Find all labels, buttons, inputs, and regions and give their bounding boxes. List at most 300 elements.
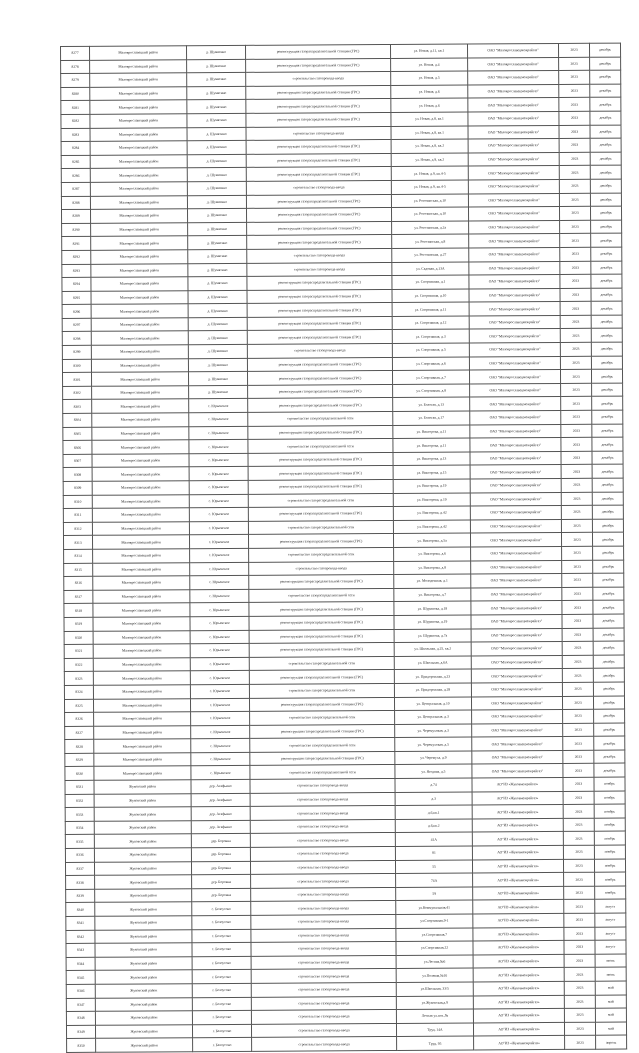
work-type-cell: строительство газопровода-ввода (251, 901, 396, 915)
year-cell: 2023 (564, 1008, 595, 1022)
address-cell: д.6,кв.2 (395, 819, 472, 833)
district-cell: Малоярославецкий район (91, 358, 188, 372)
row-number-cell: 8330 (65, 767, 94, 781)
work-type-cell: строительство газораспределительной сети (248, 520, 393, 534)
address-cell: ул. Спортивная, д.3 (392, 329, 469, 343)
organization-cell: ОАО "Малоярославецмежрайгаз" (471, 628, 562, 642)
district-cell: Жуковский район (95, 997, 192, 1011)
row-number-cell: 8349 (66, 1025, 95, 1039)
address-cell: ул.Спортивная,7 (396, 928, 473, 942)
organization-cell: ОАО "Малоярославецмежрайгаз" (469, 315, 560, 329)
year-cell: 2023 (563, 723, 594, 737)
settlement-cell: д. Шумятино (187, 154, 246, 168)
organization-cell: АО"ИЗ «Жуковмежрайгаз» (473, 941, 564, 955)
district-cell: Малоярославецкий район (90, 195, 187, 209)
district-cell: Малоярославецкий район (93, 603, 190, 617)
row-number-cell: 8296 (62, 305, 91, 319)
month-cell: декабрь (594, 723, 625, 737)
organization-cell: ОАО "Малоярославецмежрайгаз" (469, 234, 560, 248)
settlement-cell: д. Шумятино (188, 236, 247, 250)
month-cell: декабрь (594, 764, 625, 778)
settlement-cell: д. Шумятино (188, 331, 247, 345)
address-cell: ул. Центральная, д.10 (394, 696, 471, 710)
settlement-cell: дер. Боровна (191, 861, 250, 875)
work-type-cell: строительство газопровода-ввода (251, 928, 396, 942)
year-cell: 2023 (561, 451, 592, 465)
settlement-cell: с. Юрьевское (189, 426, 248, 440)
address-cell: ул. Спортивная, д.7 (392, 370, 469, 384)
address-cell: ул.Спортивная,9-1 (396, 914, 473, 928)
row-number-cell: 8288 (61, 196, 90, 210)
month-cell: декабрь (590, 84, 621, 98)
address-cell: ул.Жуковская,д.9 (396, 996, 473, 1010)
month-cell: декабрь (591, 342, 622, 356)
organization-cell: ОАО "Малоярославецмежрайгаз" (471, 696, 562, 710)
month-cell: декабрь (591, 356, 622, 370)
year-cell: 2023 (564, 1022, 595, 1036)
organization-cell: АО"ИЗ «Жуковмежрайгаз» (473, 1022, 564, 1036)
row-number-cell: 8310 (63, 495, 92, 509)
work-type-cell: реконструкция газораспределительной станции (ГРС) (246, 167, 391, 181)
month-cell: декабрь (589, 43, 620, 57)
organization-cell: ОАО "Малоярославецмежрайгаз" (470, 438, 561, 452)
settlement-cell: дер. Агафьино (191, 793, 250, 807)
month-cell: декабрь (591, 369, 622, 383)
work-type-cell: реконструкция газораспределительной станции (ГРС) (249, 697, 394, 711)
address-cell: ул. Викторова, д.7 (394, 588, 471, 602)
work-type-cell: строительство газопровода-ввода (251, 955, 396, 969)
organization-cell: АО"ИЗ «Жуковмежрайгаз» (473, 954, 564, 968)
settlement-cell: д. Шумятино (187, 100, 246, 114)
year-cell: 2023 (563, 737, 594, 751)
district-cell: Жуковский район (95, 956, 192, 970)
work-type-cell: строительство газопровода-ввода (247, 248, 392, 262)
address-cell: Труд, 14А (396, 1023, 473, 1037)
address-cell: ул. Новая, д.11, кв.1 (390, 44, 467, 58)
row-number-cell: 8294 (62, 277, 91, 291)
settlement-cell: д. Шумятино (187, 127, 246, 141)
district-cell: Жуковский район (95, 970, 192, 984)
address-cell: ул. Новая, д.6 (391, 85, 468, 99)
district-cell: Жуковский район (94, 807, 191, 821)
address-cell: ул. Викторова, д.6 (394, 547, 471, 561)
work-type-cell: строительство газопровода-ввода (250, 779, 395, 793)
month-cell: декабрь (592, 478, 623, 492)
row-number-cell: 8317 (64, 590, 93, 604)
month-cell: декабрь (591, 220, 622, 234)
work-type-cell: строительство газопровода-ввода (250, 792, 395, 806)
organization-cell: ОАО "Малоярославецмежрайгаз" (468, 57, 559, 71)
row-number-cell: 8326 (65, 712, 94, 726)
work-type-cell: реконструкция газораспределительной станции (ГРС) (246, 140, 391, 154)
row-number-cell: 8332 (65, 794, 94, 808)
district-cell: Малоярославецкий район (91, 372, 188, 386)
settlement-cell: д. Шумятино (188, 358, 247, 372)
month-cell: декабрь (590, 70, 621, 84)
settlement-cell: с. Юрьевское (189, 521, 248, 535)
year-cell: 2023 (562, 546, 593, 560)
work-type-cell: реконструкция газораспределительной станции (ГРС) (249, 670, 394, 684)
district-cell: Малоярославецкий район (94, 766, 191, 780)
month-cell: декабрь (594, 736, 625, 750)
work-type-cell: строительство газопровода-ввода (249, 561, 394, 575)
address-cell: д.74 (395, 778, 472, 792)
district-cell: Малоярославецкий район (92, 494, 189, 508)
row-number-cell: 8316 (64, 576, 93, 590)
work-type-cell: реконструкция газораспределительной станции (ГРС) (246, 208, 391, 222)
settlement-cell: с. Белоусово (192, 929, 251, 943)
month-cell: декабрь (591, 288, 622, 302)
year-cell: 2023 (561, 397, 592, 411)
month-cell: май (595, 981, 626, 995)
month-cell: ноябрь (594, 831, 625, 845)
row-number-cell: 8320 (64, 631, 93, 645)
work-type-cell: реконструкция газораспределительной станции (ГРС) (250, 751, 395, 765)
district-cell: Малоярославецкий район (92, 454, 189, 468)
district-cell: Малоярославецкий район (91, 331, 188, 345)
address-cell: ул.Спортивная,22 (396, 941, 473, 955)
year-cell: 2023 (563, 832, 594, 846)
organization-cell: ОАО "Малоярославецмежрайгаз" (469, 288, 560, 302)
organization-cell: ОАО "Малоярославецмежрайгаз" (468, 125, 559, 139)
year-cell: 2023 (565, 1036, 596, 1050)
year-cell: 2023 (561, 478, 592, 492)
settlement-cell: с. Юрьевское (190, 616, 249, 630)
month-cell: декабрь (590, 111, 621, 125)
district-cell: Малоярославецкий район (92, 426, 189, 440)
address-cell: 41А (395, 832, 472, 846)
district-cell: Жуковский район (95, 943, 192, 957)
organization-cell: ОАО "Малоярославецмежрайгаз" (471, 587, 562, 601)
district-cell: Малоярославецкий район (92, 386, 189, 400)
settlement-cell: д. Шумятино (187, 195, 246, 209)
work-type-cell: реконструкция газораспределительной станции (ГРС) (247, 303, 392, 317)
settlement-cell: дер. Боровна (192, 888, 251, 902)
month-cell: апрель (596, 1035, 627, 1049)
work-type-cell: реконструкция газораспределительной станции (ГРС) (246, 85, 391, 99)
row-number-cell: 8292 (62, 250, 91, 264)
district-cell: Малоярославецкий район (90, 182, 187, 196)
district-cell: Жуковский район (96, 1038, 193, 1052)
work-type-cell: строительство газопровода-ввода (246, 72, 391, 86)
row-number-cell: 8303 (63, 400, 92, 414)
year-cell: 2023 (559, 152, 590, 166)
work-type-cell: строительство газопровода-ввода (252, 1037, 397, 1051)
row-number-cell: 8345 (66, 971, 95, 985)
month-cell: декабрь (591, 301, 622, 315)
address-cell: ул. Садовая, д.13А (392, 262, 469, 276)
work-type-cell: реконструкция газораспределительной станции (ГРС) (246, 194, 391, 208)
district-cell: Жуковский район (95, 875, 192, 889)
district-cell: Малоярославецкий район (93, 549, 190, 563)
row-number-cell: 8348 (66, 1011, 95, 1025)
address-cell: ул. Спортивная, д.1 (392, 275, 469, 289)
month-cell: ноябрь (594, 859, 625, 873)
organization-cell: ОАО "Малоярославецмежрайгаз" (470, 424, 561, 438)
settlement-cell: д. Шумятино (188, 249, 247, 263)
district-cell: Жуковский район (95, 1011, 192, 1025)
row-number-cell: 8277 (61, 46, 90, 60)
work-type-cell: строительство газопровода-ввода (251, 874, 396, 888)
settlement-cell: с. Юрьевское (189, 440, 248, 454)
organization-cell: АО"ИЗ «Жуковмежрайгаз» (472, 859, 563, 873)
row-number-cell: 8314 (64, 549, 93, 563)
organization-cell: ОАО "Малоярославецмежрайгаз" (468, 207, 559, 221)
year-cell: 2023 (559, 166, 590, 180)
month-cell: ноябрь (594, 845, 625, 859)
work-type-cell: реконструкция газораспределительной станции (ГРС) (247, 289, 392, 303)
district-cell: Жуковский район (94, 834, 191, 848)
district-cell: Малоярославецкий район (93, 562, 190, 576)
row-number-cell: 8333 (65, 808, 94, 822)
address-cell: Труд, 95 (397, 1036, 474, 1050)
work-type-cell: реконструкция газораспределительной станции (ГРС) (247, 235, 392, 249)
month-cell: август (595, 927, 626, 941)
settlement-cell: с. Юрьевское (191, 711, 250, 725)
organization-cell: ОАО "Малоярославецмежрайгаз" (469, 275, 560, 289)
organization-cell: ОАО "Малоярославецмежрайгаз" (470, 451, 561, 465)
year-cell: 2023 (561, 383, 592, 397)
organization-cell: ОАО "Малоярославецмежрайгаз" (471, 682, 562, 696)
organization-cell: ОАО "Малоярославецмежрайгаз" (468, 98, 559, 112)
work-type-cell: строительство газопровода-ввода (251, 914, 396, 928)
row-number-cell: 8350 (67, 1039, 96, 1053)
address-cell: ул. Викторова, д.15 (393, 465, 470, 479)
organization-cell: ОАО "Малоярославецмежрайгаз" (470, 519, 561, 533)
district-cell: Жуковский район (95, 929, 192, 943)
settlement-cell: с. Юрьевское (189, 412, 248, 426)
organization-cell: АО"ИЗ «Жуковмежрайгаз» (473, 968, 564, 982)
month-cell: декабрь (592, 437, 623, 451)
organization-cell: ОАО "Малоярославецмежрайгаз" (470, 506, 561, 520)
settlement-cell: с. Юрьевское (190, 630, 249, 644)
work-type-cell: строительство газораспределительной сети (249, 683, 394, 697)
address-cell: ул. Рогозинская, д.2а (392, 221, 469, 235)
year-cell: 2023 (564, 913, 595, 927)
work-type-cell: строительство газораспределительной сети (249, 588, 394, 602)
address-cell: ул. Викторова, д.42 (393, 520, 470, 534)
settlement-cell: г. Белоусово (192, 1011, 251, 1025)
settlement-cell: д. Шумятино (187, 141, 246, 155)
district-cell: Малоярославецкий район (94, 712, 191, 726)
district-cell: Жуковский район (95, 902, 192, 916)
year-cell: 2023 (558, 43, 589, 57)
month-cell: ноябрь (594, 818, 625, 832)
settlement-cell: с. Юрьевское (190, 684, 249, 698)
district-cell: Малоярославецкий район (91, 345, 188, 359)
settlement-cell: с. Юрьевское (190, 657, 249, 671)
row-number-cell: 8334 (65, 821, 94, 835)
address-cell: ул. Шуринова, д.18 (394, 601, 471, 615)
settlement-cell: д. Шумятино (187, 181, 246, 195)
district-cell: Малоярославецкий район (91, 250, 188, 264)
district-cell: Жуковский район (95, 984, 192, 998)
year-cell: 2023 (560, 302, 591, 316)
address-cell: ул. Бологая, д.17 (393, 411, 470, 425)
work-type-cell: строительство газораспределительной сети (248, 439, 393, 453)
district-cell: Малоярославецкий район (90, 46, 187, 60)
year-cell: 2023 (564, 927, 595, 941)
year-cell: 2023 (564, 968, 595, 982)
district-cell: Жуковский район (94, 793, 191, 807)
year-cell: 2023 (560, 329, 591, 343)
year-cell: 2023 (562, 641, 593, 655)
settlement-cell: с. Юрьевское (190, 698, 249, 712)
month-cell: декабрь (592, 532, 623, 546)
address-cell: ул. Новая, д.8, кв.2 (391, 139, 468, 153)
month-cell: декабрь (593, 614, 624, 628)
address-cell: ул. Новая, д.8, кв.1 (391, 126, 468, 140)
organization-cell: АО"ИЗ «Жуковмежрайгаз» (474, 1036, 565, 1050)
settlement-cell: г. Белоусово (192, 983, 251, 997)
address-cell: ул. Викторова, д.13 (393, 452, 470, 466)
row-number-cell: 8323 (64, 672, 93, 686)
row-number-cell: 8289 (61, 209, 90, 223)
month-cell: декабрь (592, 410, 623, 424)
year-cell: 2023 (559, 111, 590, 125)
year-cell: 2023 (560, 356, 591, 370)
year-cell: 2023 (559, 179, 590, 193)
district-cell: Малоярославецкий район (91, 277, 188, 291)
organization-cell: АО"ИЗ «Жуковмежрайгаз» (473, 927, 564, 941)
district-cell: Малоярославецкий район (90, 59, 187, 73)
month-cell: ноябрь (594, 804, 625, 818)
year-cell: 2023 (563, 791, 594, 805)
organization-cell: ОАО "Малоярославецмежрайгаз" (469, 370, 560, 384)
organization-cell: ОАО "Малоярославецмежрайгаз" (470, 465, 561, 479)
address-cell: ул. Спортивная, д.5 (392, 343, 469, 357)
month-cell: декабрь (593, 696, 624, 710)
address-cell: Лесная ул.поз.,№ (396, 1009, 473, 1023)
work-type-cell: строительство газораспределительной сети (250, 711, 395, 725)
organization-cell: ОАО "Малоярославецмежрайгаз" (470, 492, 561, 506)
year-cell: 2023 (559, 138, 590, 152)
district-cell: Малоярославецкий район (93, 630, 190, 644)
year-cell: 2023 (562, 587, 593, 601)
row-number-cell: 8282 (61, 114, 90, 128)
district-cell: Малоярославецкий район (91, 318, 188, 332)
settlement-cell: г. Белоусово (193, 1038, 252, 1052)
organization-cell: ОАО "Малоярославецмежрайгаз" (471, 669, 562, 683)
row-number-cell: 8284 (61, 141, 90, 155)
year-cell: 2023 (563, 709, 594, 723)
work-type-cell: реконструкция газораспределительной станции (ГРС) (248, 384, 393, 398)
settlement-cell: с. Белоусово (192, 915, 251, 929)
work-type-cell: реконструкция газораспределительной станции (ГРС) (247, 371, 392, 385)
row-number-cell: 8347 (66, 998, 95, 1012)
row-number-cell: 8339 (66, 889, 95, 903)
year-cell: 2023 (560, 220, 591, 234)
address-cell: ул. Рогозинская, д.10 (391, 194, 468, 208)
district-cell: Малоярославецкий район (92, 508, 189, 522)
district-cell: Малоярославецкий район (93, 671, 190, 685)
settlement-cell: д. Шумятино (188, 276, 247, 290)
year-cell: 2023 (560, 234, 591, 248)
row-number-cell: 8338 (66, 876, 95, 890)
row-number-cell: 8325 (64, 699, 93, 713)
work-type-cell: строительство газопровода-ввода (250, 833, 395, 847)
address-cell: ул. Новая, д.5 (391, 71, 468, 85)
row-number-cell: 8313 (63, 536, 92, 550)
month-cell: май (595, 995, 626, 1009)
organization-cell: АО"ИЗ «Жуковмежрайгаз» (472, 791, 563, 805)
organization-cell: АО"ИЗ «Жуковмежрайгаз» (472, 845, 563, 859)
year-cell: 2023 (564, 872, 595, 886)
row-number-cell: 8336 (65, 848, 94, 862)
district-cell: Малоярославецкий район (91, 236, 188, 250)
address-cell: 81 (395, 846, 472, 860)
settlement-cell: д. Шумятино (187, 59, 246, 73)
settlement-cell: с. Юрьевское (190, 562, 249, 576)
address-cell: ул. Викторова, д.19 (393, 493, 470, 507)
month-cell: декабрь (590, 152, 621, 166)
table-row (67, 1035, 627, 1052)
organization-cell: ОАО "Малоярославецмежрайгаз" (471, 614, 562, 628)
address-cell: ул. Школьная, д.25, кв.2 (394, 642, 471, 656)
work-type-cell: реконструкция газораспределительной станции (ГРС) (248, 466, 393, 480)
month-cell: ноябрь (594, 777, 625, 791)
row-number-cell: 8305 (63, 427, 92, 441)
row-number-cell: 8328 (65, 740, 94, 754)
year-cell: 2023 (559, 84, 590, 98)
district-cell: Малоярославецкий район (90, 100, 187, 114)
organization-cell: ОАО "Малоярославецмежрайгаз" (472, 737, 563, 751)
settlement-cell: д. Шумятино (188, 317, 247, 331)
row-number-cell: 8319 (64, 617, 93, 631)
work-type-cell: реконструкция газораспределительной станции (ГРС) (246, 112, 391, 126)
address-cell: ул. Черемуха, д.9 (395, 751, 472, 765)
address-cell: 59 (396, 887, 473, 901)
address-cell: ул. Придорожная, д.23 (394, 669, 471, 683)
district-cell: Малоярославецкий район (91, 304, 188, 318)
month-cell: август (595, 899, 626, 913)
address-cell: ул.Коммунальная,41 (396, 900, 473, 914)
work-type-cell: строительство газопровода-ввода (250, 846, 395, 860)
address-cell: ул. Викторова, д.8 (394, 561, 471, 575)
address-cell: ул.Школьная, 33/5 (396, 982, 473, 996)
address-cell: 74А (396, 873, 473, 887)
organization-cell: ОАО "Малоярославецмежрайгаз" (468, 152, 559, 166)
address-cell: ул.Лесная,№6 (396, 955, 473, 969)
settlement-cell: с. Юрьевское (190, 671, 249, 685)
settlement-cell: с. Белоусово (192, 902, 251, 916)
work-type-cell: реконструкция газораспределительной станции (ГРС) (249, 575, 394, 589)
organization-cell: ОАО "Малоярославецмежрайгаз" (470, 397, 561, 411)
address-cell: ул. Школьная, д.6А (394, 656, 471, 670)
work-type-cell: строительство газопровода-ввода (246, 180, 391, 194)
settlement-cell: д. Шумятино (188, 372, 247, 386)
table-body (61, 43, 627, 1052)
row-number-cell: 8297 (62, 318, 91, 332)
year-cell: 2023 (564, 940, 595, 954)
row-number-cell: 8290 (62, 223, 91, 237)
organization-cell: ОАО "Малоярославецмежрайгаз" (469, 356, 560, 370)
row-number-cell: 8342 (66, 930, 95, 944)
district-cell: Малоярославецкий район (93, 698, 190, 712)
work-type-cell: реконструкция газораспределительной станции (ГРС) (248, 452, 393, 466)
organization-cell: ОАО "Малоярославецмежрайгаз" (470, 478, 561, 492)
row-number-cell: 8286 (61, 169, 90, 183)
month-cell: июнь (595, 967, 626, 981)
work-type-cell: строительство газопровода-ввода (250, 860, 395, 874)
settlement-cell: д. Шумятино (187, 45, 246, 59)
address-cell: ул. Спортивная, д.8 (393, 384, 470, 398)
year-cell: 2023 (562, 669, 593, 683)
work-type-cell: строительство газораспределительной сети (250, 765, 395, 779)
year-cell: 2023 (560, 274, 591, 288)
work-type-cell: строительство газопровода-ввода (251, 1023, 396, 1037)
work-type-cell: реконструкция газораспределительной станции (ГРС) (246, 99, 391, 113)
